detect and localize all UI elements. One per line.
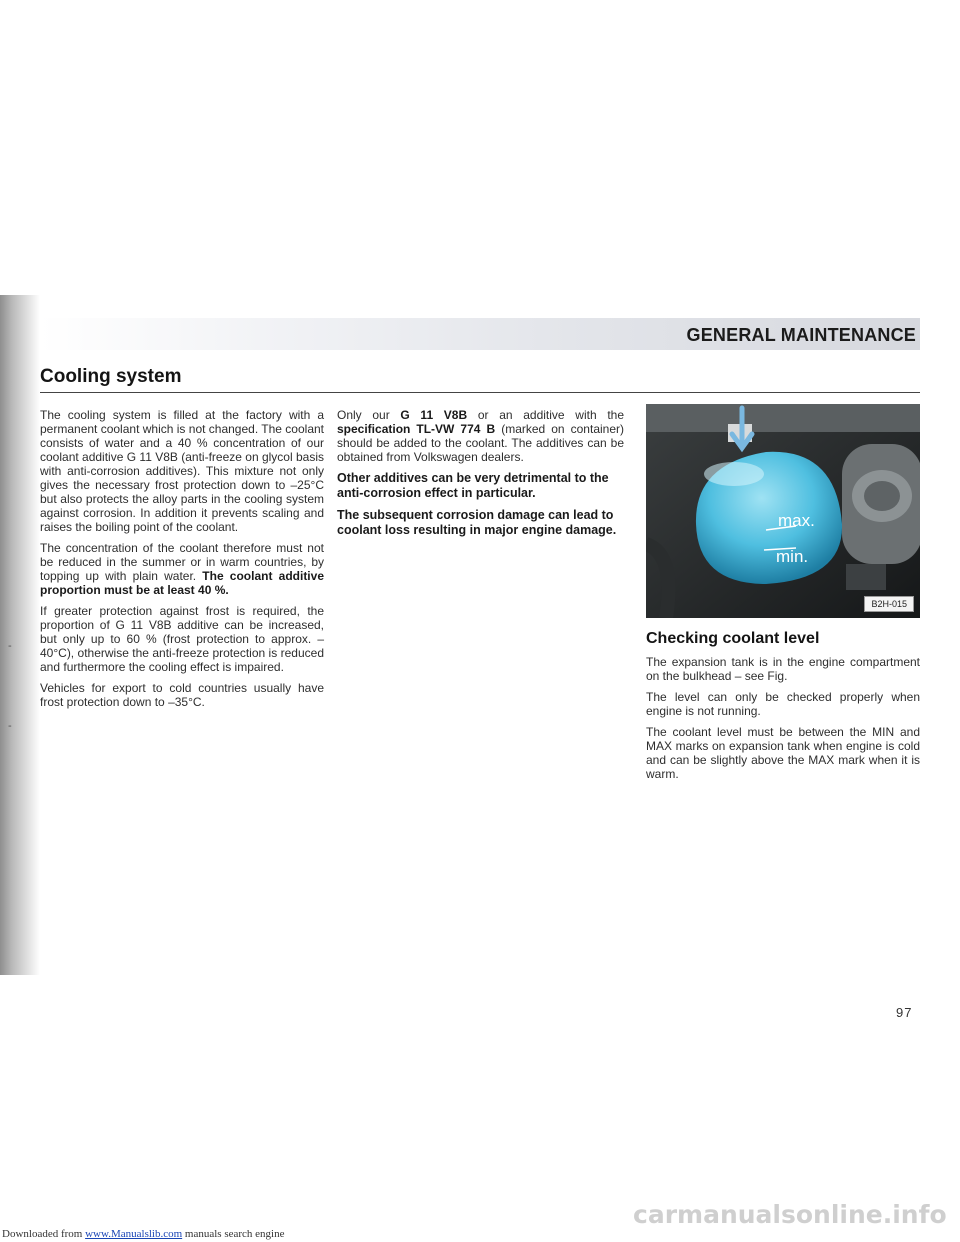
paragraph: The cooling system is filled at the factory with a permanent coolant which is not changed. The coolant consists of water and a 40 % concentration of our coolant additive G 11 V8B (anti-freeze on glycol basis with anti-corrosion additives). This mixture not only gives the necessary frost protection down to –25°C but also protects the alloy parts in the cooling system against corrosion. In addition it prevents scaling and raises the boiling point of the coolant. [40, 408, 324, 534]
warning-text: The subsequent corrosion damage can lead to coolant loss resulting in major engine damage. [337, 508, 617, 537]
product-code: G 11 V8B [400, 408, 468, 422]
download-footer: Downloaded from www.Manualslib.com manuals search engine [2, 1228, 285, 1240]
coolant-tank-photo [646, 404, 920, 618]
min-mark: min. [776, 547, 809, 566]
max-mark: max. [778, 511, 815, 530]
specification: specification TL-VW 774 B [337, 422, 496, 436]
paragraph: The coolant level must be between the MIN and MAX marks on expansion tank when engine is cold and can be slightly above the MAX mark when it is warm. [646, 725, 920, 781]
page-title: Cooling system [40, 366, 182, 387]
paragraph: Only our G 11 V8B or an additive with the specification TL-VW 774 B (marked on container) should be added to the coolant. The additives can be obtained from Volkswagen dealers. [337, 408, 625, 464]
bulkhead [646, 404, 920, 432]
tank-highlight [704, 462, 764, 486]
paragraph: The level can only be checked properly when engine is not running. [646, 690, 920, 718]
column-left [40, 408, 324, 716]
emphasis: The coolant additive proportion must be at least 40 %. [40, 569, 324, 597]
binding-mark: - [8, 720, 12, 732]
warning-text: Other additives can be very detrimental to the anti-corrosion effect in particular. [337, 471, 609, 500]
page-number: 97 [896, 1005, 913, 1020]
section-title: GENERAL MAINTENANCE [686, 325, 916, 345]
figure-code-label: B2H-015 [864, 596, 914, 612]
paragraph: The expansion tank is in the engine compartment on the bulkhead – see Fig. [646, 655, 920, 683]
binding-mark: - [8, 640, 12, 652]
manualslib-link[interactable]: www.Manualslib.com [85, 1228, 183, 1240]
subsection-title: Checking coolant level [646, 630, 820, 647]
reservoir-cap-center [864, 481, 900, 511]
paragraph: Vehicles for export to cold countries usually have frost protection down to –35°C. [40, 681, 324, 709]
column-right [646, 632, 920, 788]
paragraph: The concentration of the coolant therefore must not be reduced in the summer or in warm countries, by topping up with plain water. The coolant additive proportion must be at least 40 %. [40, 541, 324, 597]
title-divider [40, 392, 920, 393]
paragraph: If greater protection against frost is required, the proportion of G 11 V8B additive can be increased, but only up to 60 % (frost protection to approx. –40°C), otherwise the anti-freeze protection is reduced and furthermore the cooling effect is impaired. [40, 604, 324, 674]
page-binding-edge [0, 295, 40, 975]
column-middle [337, 408, 624, 545]
coolant-tank-illustration [646, 404, 920, 618]
engine-part [846, 564, 886, 590]
watermark-text: carmanualsonline.info [633, 1200, 947, 1229]
